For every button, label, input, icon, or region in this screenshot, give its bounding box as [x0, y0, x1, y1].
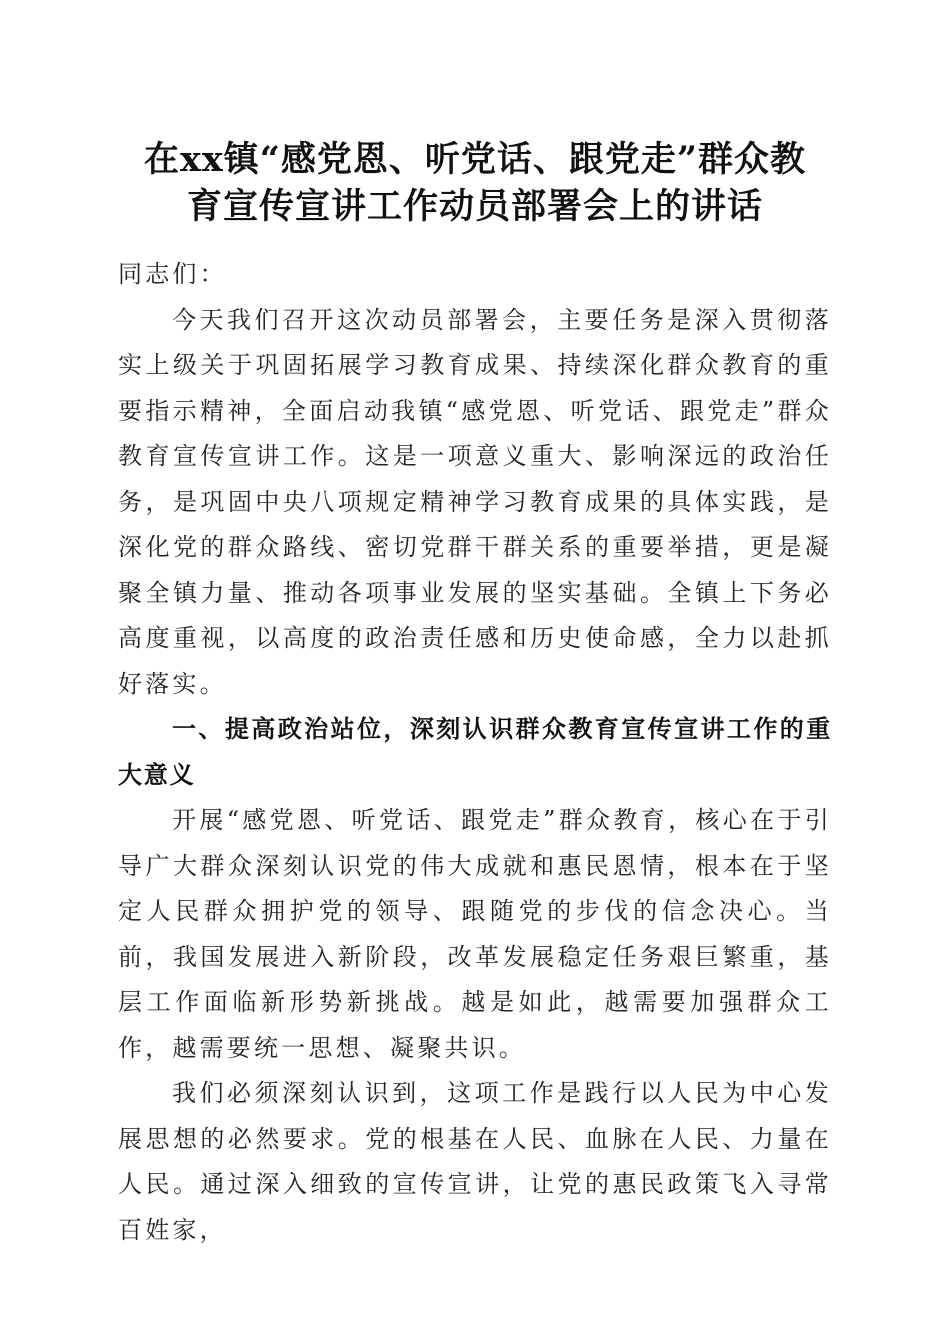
paragraph-people-centered: 我们必须深刻认识到，这项工作是践行以人民为中心发展思想的必然要求。党的根基在人民、血脉在人民、力量在人民。通过深入细致的宣传宣讲，让党的惠民政策飞入寻常百姓家，: [118, 1079, 832, 1244]
salutation: 同志们：: [118, 260, 227, 288]
document-title: [118, 136, 832, 230]
title-line-2: 育宣传宣讲工作动员部署会上的讲话: [186, 186, 763, 227]
document-body: [118, 252, 832, 1253]
paragraph-significance: 开展“感党恩、听党话、跟党走”群众教育，核心在于引导广大群众深刻认识党的伟大成就和惠民恩情，根本在于坚定人民群众拥护党的领导、跟随党的步伐的信念决心。当前，我国发展进入新阶段，改革发展稳定任务艰巨繁重，基层工作面临新形势新挑战。越是如此，越需要加强群众工作，越需要统一思想、凝聚共识。: [118, 806, 832, 1062]
section-heading-1: 一、提高政治站位，深刻认识群众教育宣传宣讲工作的重大意义: [118, 715, 832, 789]
title-line-1: 在xx镇“感党恩、听党话、跟党走”群众教: [144, 139, 806, 180]
paragraph-intro: 今天我们召开这次动员部署会，主要任务是深入贯彻落实上级关于巩固拓展学习教育成果、持续深化群众教育的重要指示精神，全面启动我镇“感党恩、听党话、跟党走”群众教育宣传宣讲工作。这是一项意义重大、影响深远的政治任务，是巩固中央八项规定精神学习教育成果的具体实践，是深化党的群众路线、密切党群干群关系的重要举措，更是凝聚全镇力量、推动各项事业发展的坚实基础。全镇上下务必高度重视，以高度的政治责任感和历史使命感，全力以赴抓好落实。: [118, 305, 832, 698]
